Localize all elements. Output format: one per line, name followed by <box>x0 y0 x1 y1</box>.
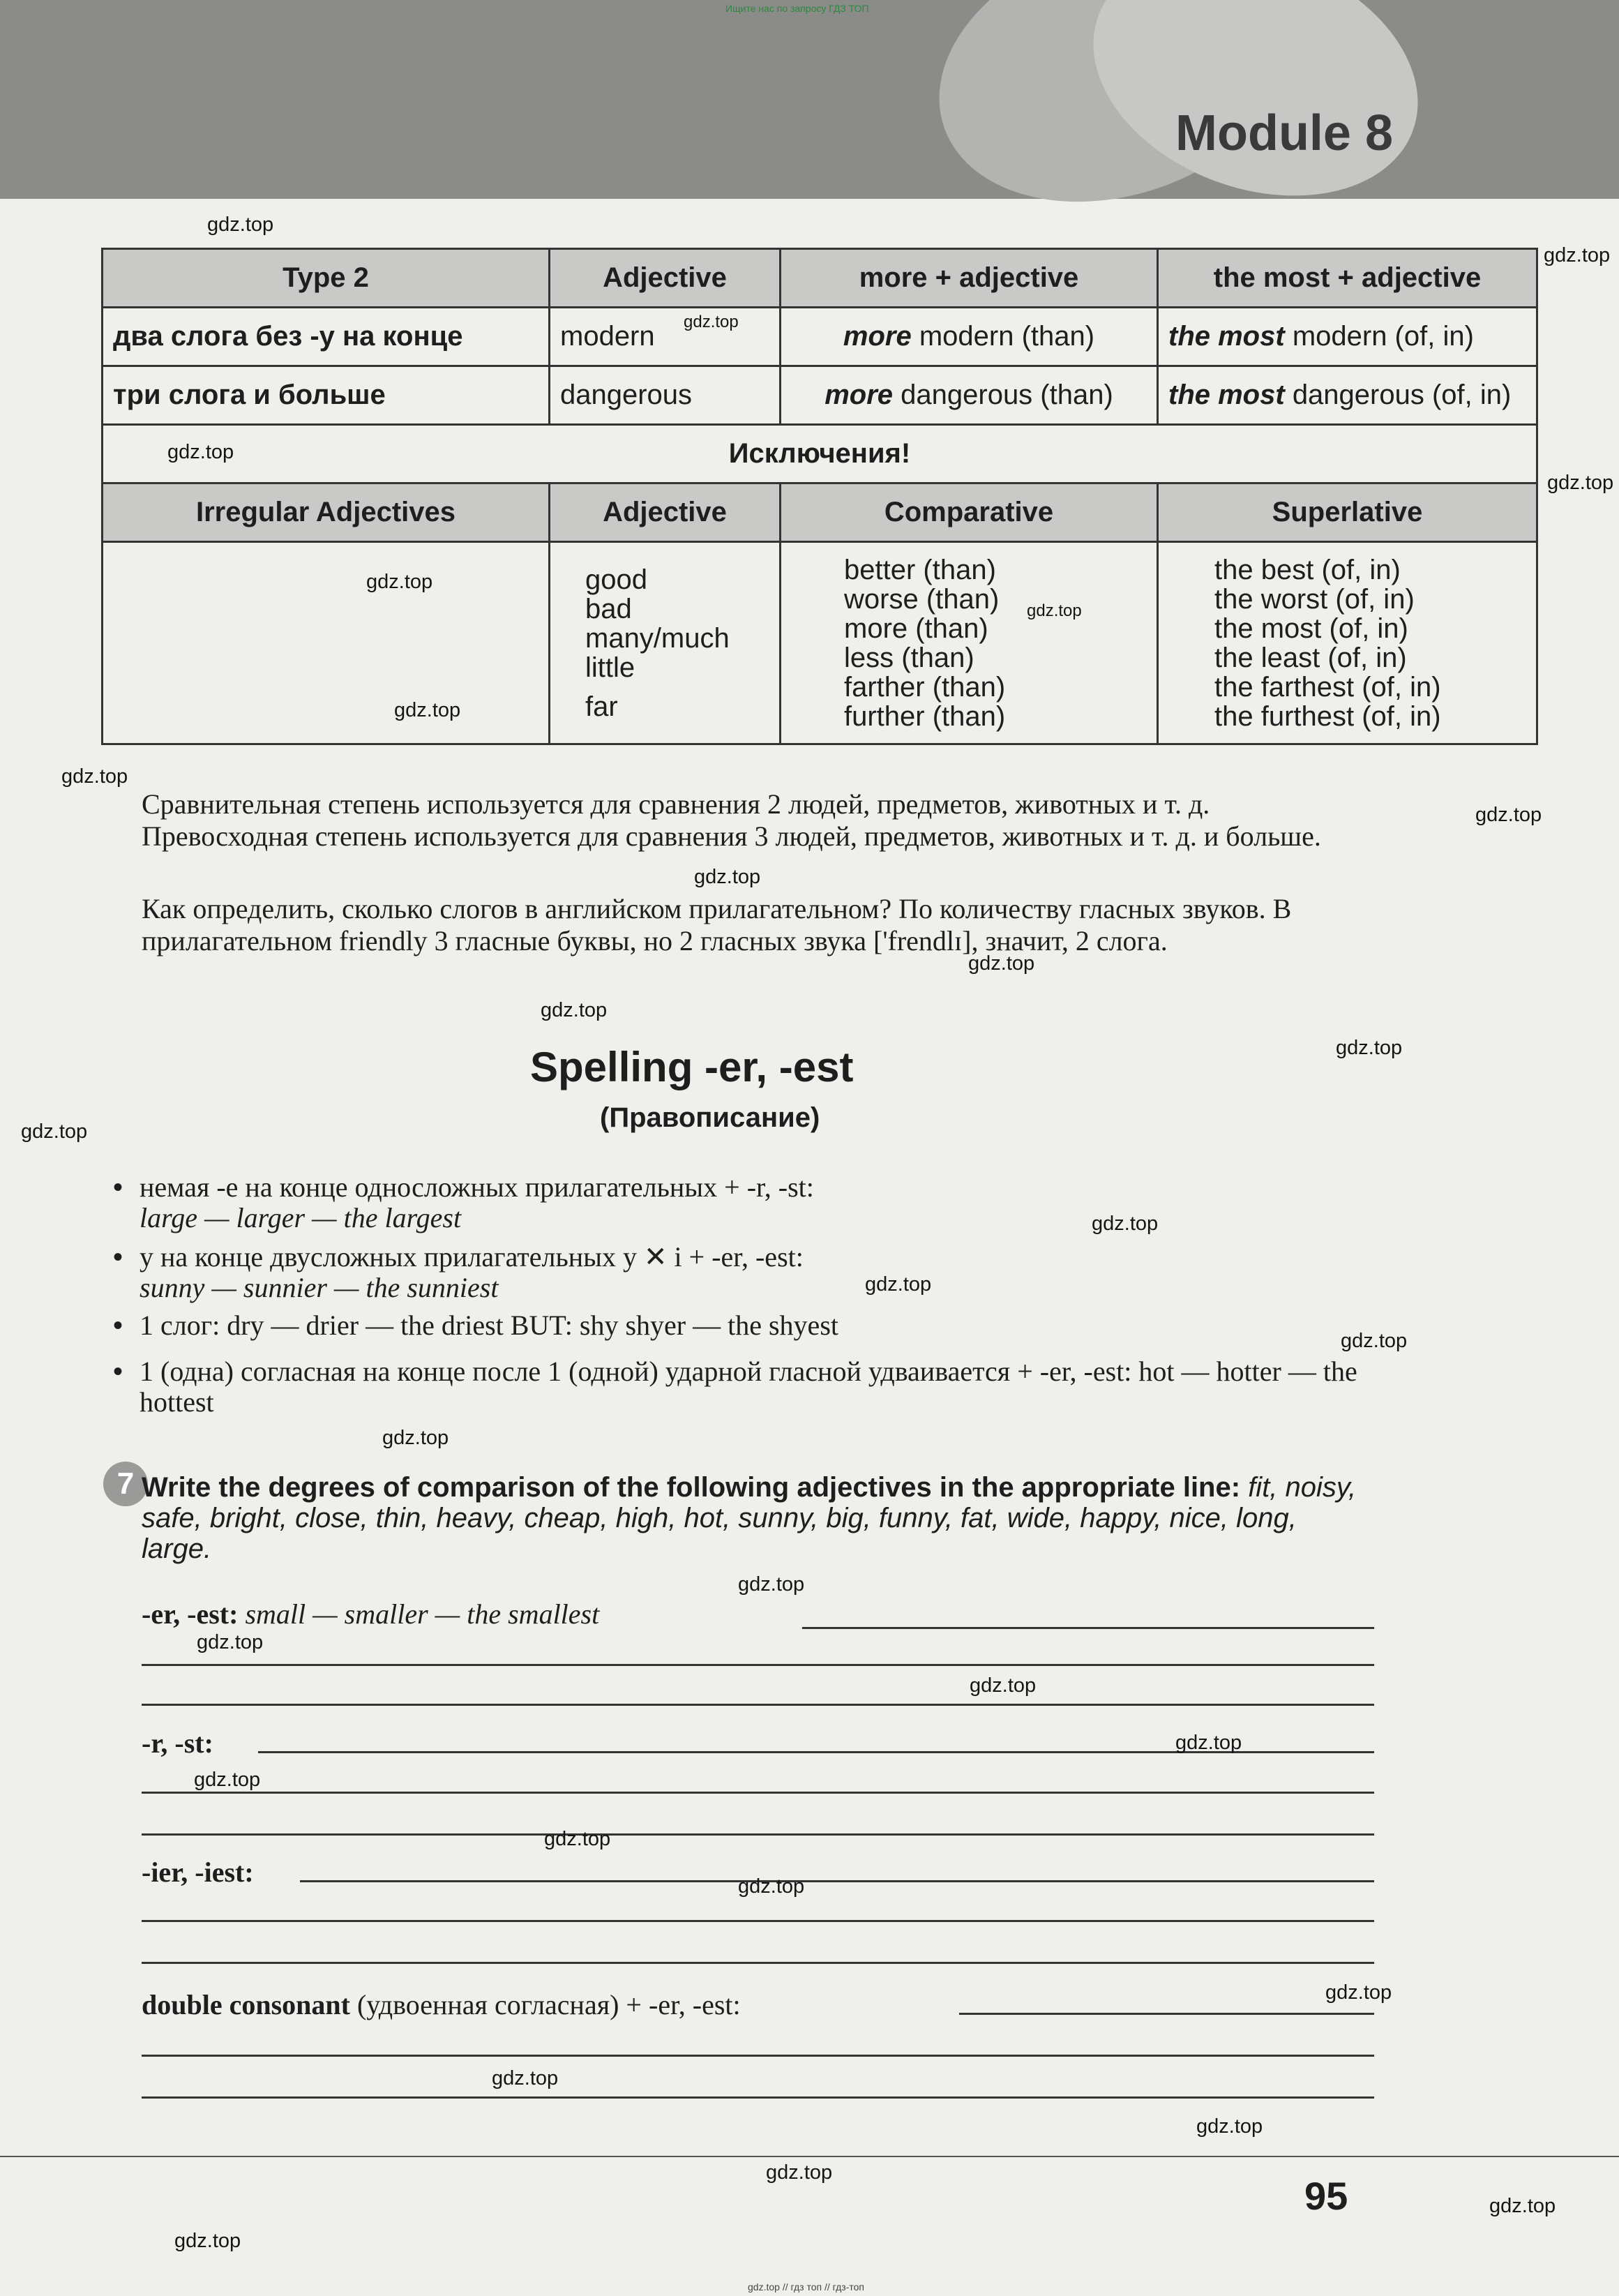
header-more: more + adjective <box>781 249 1158 308</box>
top-note: Ищите нас по запросу ГДЗ ТОП <box>725 3 869 14</box>
watermark: gdz.top <box>1341 1330 1408 1352</box>
table-cell <box>781 308 1158 366</box>
rule-example: sunny — sunnier — the sunniest <box>140 1272 499 1303</box>
list-item: worse (than) <box>844 583 1000 615</box>
list-item: the least (of, in) <box>1214 642 1407 673</box>
instruction-text: Write the degrees of comparison of the following adjectives in the appropriate line: <box>142 1472 1241 1503</box>
watermark: gdz.top <box>1325 1981 1392 2004</box>
header-irregular: Irregular Adjectives <box>103 483 550 542</box>
header-adjective: Adjective <box>550 249 781 308</box>
watermark: gdz.top <box>1092 1213 1159 1235</box>
list-item: far <box>585 691 618 722</box>
spelling-title: Spelling -er, -est <box>530 1044 854 1090</box>
spelling-rule: • немая -e на конце односложных прилагательных + -r, -st: large — larger — the largest <box>140 1172 1367 1233</box>
superlatives-cell <box>1158 542 1537 744</box>
table-cell: два слога без -у на конце <box>103 308 550 366</box>
label-text: double consonant <box>142 1989 350 2020</box>
table-cell <box>1158 308 1537 366</box>
table-cell: modern <box>550 308 781 366</box>
comparison-table <box>101 248 1538 745</box>
line-label-r: -r, -st: <box>142 1727 213 1759</box>
page-header-band <box>0 0 1619 199</box>
watermark: gdz.top <box>684 313 739 331</box>
watermark: gdz.top <box>766 2161 833 2184</box>
watermark: gdz.top <box>968 952 1035 975</box>
watermark: gdz.top <box>1027 601 1082 620</box>
list-item: the best (of, in) <box>1214 554 1401 585</box>
table-cell <box>103 542 550 744</box>
table-row <box>103 542 1537 744</box>
watermark: gdz.top <box>544 1828 611 1850</box>
watermark: gdz.top <box>1336 1037 1403 1059</box>
spelling-rule: • у на конце двусложных прилагательных у ✕ i + -er, -est: sunny — sunnier — the sunniest <box>140 1242 1367 1303</box>
exercise-instruction <box>142 1472 1369 1564</box>
exercise-number: 7 <box>103 1462 148 1506</box>
answer-line[interactable] <box>802 1627 1374 1629</box>
rule-text: 1 (одна) согласная на конце после 1 (одной) ударной гласной удваивается + -er, -est: hot — hotter — the hottest <box>140 1356 1357 1418</box>
list-item: the furthest (of, in) <box>1214 700 1441 732</box>
watermark: gdz.top <box>492 2067 559 2089</box>
answer-line[interactable] <box>142 2055 1374 2057</box>
line-label-ier: -ier, -iest: <box>142 1856 254 1888</box>
watermark: gdz.top <box>167 441 234 463</box>
table-cell: три слога и больше <box>103 366 550 425</box>
answer-line[interactable] <box>300 1880 1374 1882</box>
watermark: gdz.top <box>366 571 433 593</box>
list-item: bad <box>585 593 632 624</box>
list-item: farther (than) <box>844 671 1006 703</box>
paragraph-syllables: Как определить, сколько слогов в английском прилагательном? По количеству гласных звуков. В прилагательном friendly 3 гласные буквы, но 2 гласных звука ['frendlɪ], значит, 2 слога. <box>142 893 1292 956</box>
watermark: gdz.top <box>394 699 461 721</box>
paragraph-comparison: Сравнительная степень используется для сравнения 2 людей, предметов, животных и т. д. Превосходная степень используется для сравнения 3 людей, предметов, животных и т. д. и больше. <box>142 788 1321 852</box>
watermark: gdz.top <box>970 1674 1037 1697</box>
list-item: further (than) <box>844 700 1006 732</box>
watermark: gdz.top <box>541 999 608 1021</box>
more-rest: modern (than) <box>919 321 1095 352</box>
answer-line[interactable] <box>142 1920 1374 1922</box>
header-superlative: Superlative <box>1158 483 1537 542</box>
list-item: better (than) <box>844 554 996 585</box>
watermark: gdz.top <box>694 866 761 888</box>
answer-line[interactable] <box>959 2013 1374 2015</box>
answer-line[interactable] <box>142 1664 1374 1666</box>
list-item: the farthest (of, in) <box>1214 671 1441 703</box>
table-cell: dangerous <box>550 366 781 425</box>
watermark: gdz.top <box>1196 2115 1263 2138</box>
watermark: gdz.top <box>207 213 274 236</box>
list-item: less (than) <box>844 642 974 673</box>
label-text: -er, -est: <box>142 1598 239 1630</box>
label-note: (удвоенная согласная) + -er, -est: <box>356 1989 741 2020</box>
most-rest: modern (of, in) <box>1292 321 1474 352</box>
table-row <box>103 366 1537 425</box>
most-word: the most <box>1168 380 1285 410</box>
watermark: gdz.top <box>1547 472 1614 494</box>
spelling-rule: • 1 (одна) согласная на конце после 1 (одной) ударной гласной удваивается + -er, -est: hot — hotter — the hottest <box>140 1356 1367 1418</box>
watermark: gdz.top <box>197 1631 264 1653</box>
header-comparative: Comparative <box>781 483 1158 542</box>
most-word: the most <box>1168 321 1285 352</box>
watermark: gdz.top <box>382 1427 449 1449</box>
answer-line[interactable] <box>142 1962 1374 1964</box>
table-cell <box>781 366 1158 425</box>
line-label-double <box>142 1988 741 2021</box>
list-item: little <box>585 652 635 683</box>
rule-text: немая -e на конце односложных прилагательных + -r, -st: <box>140 1171 814 1203</box>
answer-line[interactable] <box>142 1792 1374 1794</box>
header-adjective-2: Adjective <box>550 483 781 542</box>
bottom-note: gdz.top // гдз топ // гдз-топ <box>748 2281 864 2293</box>
rule-example: large — larger — the largest <box>140 1202 462 1233</box>
list-item: good <box>585 564 647 595</box>
answer-line[interactable] <box>142 1704 1374 1706</box>
irregular-adjectives-cell <box>550 542 781 744</box>
spelling-rule: • 1 слог: dry — drier — the driest BUT: shy shyer — the shyest <box>140 1310 1367 1341</box>
answer-line[interactable] <box>142 2096 1374 2099</box>
exceptions-title: Исключения! <box>103 425 1537 483</box>
header-type: Type 2 <box>103 249 550 308</box>
table-cell <box>1158 366 1537 425</box>
watermark: gdz.top <box>1475 804 1542 826</box>
watermark: gdz.top <box>1544 244 1611 267</box>
instruction-words: fit, noisy, safe, bright, close, thin, heavy, cheap, high, hot, sunny, big, funny, fat, wide, happy, nice, long, large. <box>142 1472 1357 1564</box>
answer-line[interactable] <box>142 1833 1374 1836</box>
rule-text: у на конце двусложных прилагательных у ✕ i + -er, -est: <box>140 1241 804 1273</box>
list-item: the worst (of, in) <box>1214 583 1415 615</box>
comparatives-cell <box>781 542 1158 744</box>
list-item: many/much <box>585 622 730 654</box>
line-example: small — smaller — the smallest <box>245 1598 600 1630</box>
rule-text: 1 слог: dry — drier — the driest BUT: shy shyer — the shyest <box>140 1310 838 1341</box>
header-most: the most + adjective <box>1158 249 1537 308</box>
watermark: gdz.top <box>1489 2195 1556 2217</box>
more-word: more <box>824 380 894 410</box>
watermark: gdz.top <box>174 2230 241 2252</box>
watermark: gdz.top <box>738 1875 805 1898</box>
more-word: more <box>843 321 912 352</box>
page-number: 95 <box>1304 2174 1348 2218</box>
table-row <box>103 308 1537 366</box>
watermark: gdz.top <box>21 1120 88 1143</box>
watermark: gdz.top <box>1175 1732 1242 1754</box>
watermark: gdz.top <box>194 1769 261 1791</box>
watermark: gdz.top <box>738 1573 805 1596</box>
footer-divider <box>0 2156 1619 2157</box>
list-item: more (than) <box>844 613 988 644</box>
more-rest: dangerous (than) <box>901 380 1113 410</box>
line-label-er <box>142 1598 599 1630</box>
module-title: Module 8 <box>1175 105 1394 161</box>
spelling-subtitle: (Правописание) <box>600 1102 820 1133</box>
watermark: gdz.top <box>61 765 128 788</box>
list-item: the most (of, in) <box>1214 613 1408 644</box>
most-rest: dangerous (of, in) <box>1292 380 1512 410</box>
watermark: gdz.top <box>865 1273 932 1296</box>
